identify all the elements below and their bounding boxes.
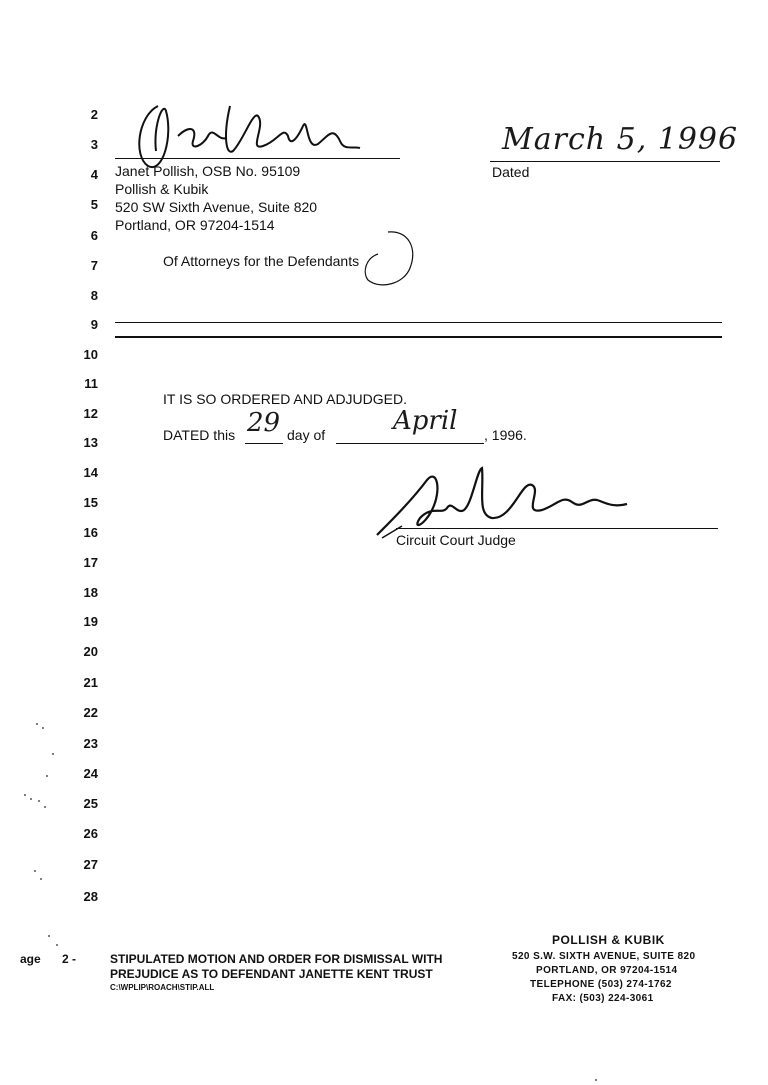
dated-this-label: DATED this (163, 427, 236, 443)
line-number: 28 (83, 889, 98, 904)
page-number: 2 - (62, 952, 77, 966)
judge-signature-line (396, 528, 718, 529)
line-number: 19 (83, 614, 98, 629)
line-number: 16 (83, 525, 98, 540)
attorney-address-line2: Portland, OR 97204-1514 (115, 217, 275, 233)
line-number: 7 (90, 258, 98, 273)
firm-telephone: TELEPHONE (503) 274-1762 (530, 979, 672, 990)
attorney-role: Of Attorneys for the Defendants (163, 253, 360, 269)
attorney-signature-line (115, 158, 400, 159)
order-heading: IT IS SO ORDERED AND ADJUDGED. (163, 391, 408, 407)
line-number: 13 (83, 435, 98, 450)
line-number: 25 (83, 796, 98, 811)
line-number: 14 (83, 465, 98, 480)
date-signature-line (490, 161, 720, 162)
day-blank-line (245, 443, 283, 444)
line-number: 3 (90, 137, 98, 152)
firm-address-line1: 520 S.W. SIXTH AVENUE, SUITE 820 (512, 951, 696, 962)
line-number: 5 (90, 197, 98, 212)
line-number: 27 (83, 857, 98, 872)
separator-rule-thick (115, 336, 722, 338)
line-number: 17 (83, 555, 98, 570)
line-number: 21 (83, 675, 98, 690)
line-number: 20 (83, 644, 98, 659)
line-number: 6 (90, 228, 98, 243)
document-title-line1: STIPULATED MOTION AND ORDER FOR DISMISSAL WITH (110, 952, 443, 966)
month-blank-line (336, 443, 484, 444)
attorney-name: Janet Pollish, OSB No. 95109 (115, 163, 301, 179)
dated-label: Dated (492, 164, 530, 180)
line-number: 10 (83, 347, 98, 362)
line-number: 12 (83, 406, 98, 421)
line-number: 11 (84, 376, 98, 391)
handwritten-date: March 5, 1996 (502, 122, 739, 157)
handwritten-day: 29 (247, 408, 281, 438)
separator-rule-thin (115, 322, 722, 323)
file-path: C:\WPLIP\ROACH\STIP.ALL (110, 983, 215, 992)
page-label: age (20, 952, 41, 966)
line-number: 24 (83, 766, 98, 781)
line-number: 26 (83, 826, 98, 841)
circle-mark (360, 228, 420, 290)
firm-fax: FAX: (503) 224-3061 (552, 993, 654, 1004)
line-number: 18 (83, 585, 98, 600)
year-label: , 1996. (484, 427, 527, 443)
line-number: 15 (83, 495, 98, 510)
handwritten-month: April (393, 406, 458, 436)
judge-title: Circuit Court Judge (396, 532, 516, 548)
line-number: 8 (90, 288, 98, 303)
line-number: 2 (90, 107, 98, 122)
line-number: 23 (83, 736, 98, 751)
attorney-address-line1: 520 SW Sixth Avenue, Suite 820 (115, 199, 318, 215)
attorney-firm: Pollish & Kubik (115, 181, 209, 197)
firm-name: POLLISH & KUBIK (552, 933, 665, 947)
line-number: 9 (90, 317, 98, 332)
day-of-label: day of (287, 427, 326, 443)
line-number: 4 (90, 167, 98, 182)
firm-address-line2: PORTLAND, OR 97204-1514 (536, 965, 678, 976)
document-title-line2: PREJUDICE AS TO DEFENDANT JANETTE KENT TRUST (110, 967, 433, 981)
line-number: 22 (83, 705, 98, 720)
